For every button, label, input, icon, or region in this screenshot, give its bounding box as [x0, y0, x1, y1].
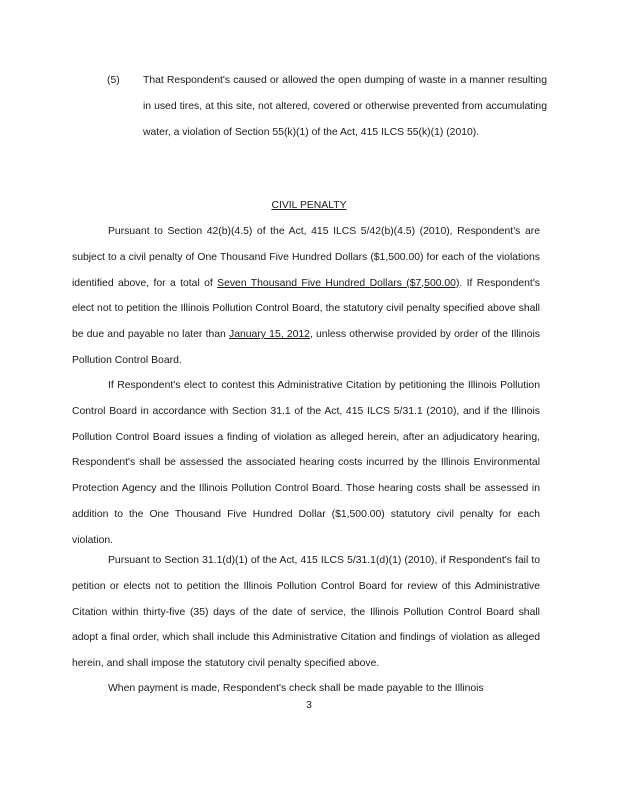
- total-penalty: Seven Thousand Five Hundred Dollars ($7,500.00): [217, 277, 460, 289]
- paragraph-final-order: Pursuant to Section 31.1(d)(1) of the Act, 415 ILCS 5/31.1(d)(1) (2010), if Respondent's fail to petition or elects not to petition the Illinois Pollution Control Board for review of this Administrative Citation within thirty-five (35) days of the date of service, the Illinois Pollution Control Board shall adopt a final order, which shall include this Administrative Citation and findings of violation as alleged herein, and shall impose the statutory civil penalty specified above.: [72, 555, 540, 670]
- paragraph1-part3: , unless otherwise provided by order of the Illinois Pollution Control Board.: [72, 329, 540, 366]
- due-date: January 15, 2012: [229, 329, 310, 341]
- item-text: That Respondent's caused or allowed the open dumping of waste in a manner resulting in used tires, at this site, not altered, covered or otherwise prevented from accumulating water, a violation of Section 55(k)(1) of the Act, 415 ILCS 55(k)(1) (2010).: [143, 75, 547, 138]
- violation-item-5: [107, 68, 547, 146]
- item-number: (5): [107, 75, 120, 86]
- section-heading: CIVIL PENALTY: [271, 200, 347, 211]
- paragraph1-part2: . If Respondent's elect not to petition the Illinois Pollution Control Board, the statutory civil penalty specified above shall be due and payable no later than: [72, 277, 540, 341]
- paragraph-payment: When payment is made, Respondent's check shall be made payable to the Illinois: [108, 683, 484, 694]
- paragraph1-part1: Pursuant to Section 42(b)(4.5) of the Act, 415 ILCS 5/42(b)(4.5) (2010), Respondent's are subject to a civil penalty of One Thousand Five Hundred Dollars ($1,500.00) for each of the violations identified above, for a total of: [72, 226, 540, 289]
- paragraph-contest: If Respondent's elect to contest this Administrative Citation by petitioning the Illinois Pollution Control Board in accordance with Section 31.1 of the Act, 415 ILCS 5/31.1 (2010), and if the Illinois Pollution Control Board issues a finding of violation as alleged herein, after an adjudicatory hearing, Respondent's shall be assessed the associated hearing costs incurred by the Illinois Environmental Protection Agency and the Illinois Pollution Control Board. Those hearing costs shall be assessed in addition to the One Thousand Five Hundred Dollar ($1,500.00) statutory civil penalty for each violation.: [72, 380, 540, 546]
- page-number: 3: [306, 700, 312, 711]
- paragraph-penalty-amount: [72, 219, 540, 374]
